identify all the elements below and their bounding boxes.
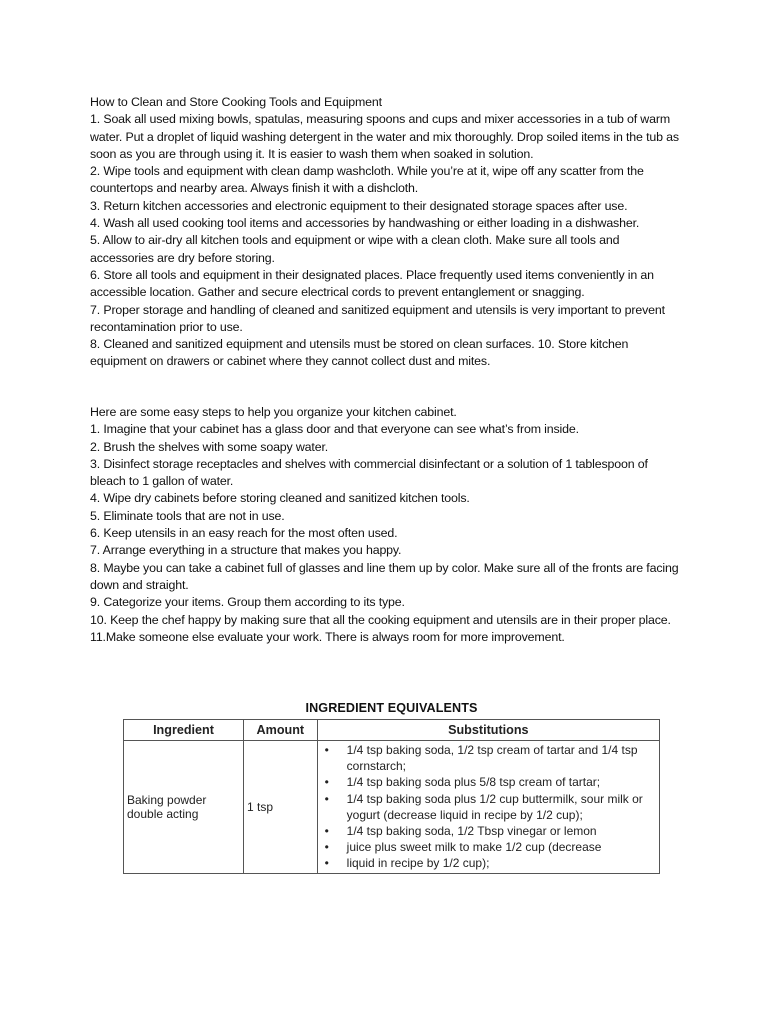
instruction-paragraph: 8. Cleaned and sanitized equipment and utensils must be stored on clean surfaces. 10. Store kitchen equipment on drawers or cabinet where they cannot collect dust and mites. (90, 337, 629, 369)
section-heading: How to Clean and Store Cooking Tools and Equipment (90, 95, 382, 109)
substitution-item: • 1/4 tsp baking soda plus 5/8 tsp cream of tartar; (324, 775, 601, 790)
instruction-paragraph: 1. Soak all used mixing bowls, spatulas, measuring spoons and cups and mixer accessories in a tub of warm water. Put a droplet of liquid washing detergent in the water and mix thoroughly. Drop soiled items in the tub as soon as you are through using it. It is easier to wash them when soaked in solution. (90, 112, 679, 161)
step-paragraph: 9. Categorize your items. Group them according to its type. (90, 595, 405, 610)
step-paragraph: 2. Brush the shelves with some soapy water. (90, 439, 329, 454)
instruction-paragraph: 3. Return kitchen accessories and electronic equipment to their designated storage spaces after use. (90, 198, 628, 213)
step-paragraph: 7. Arrange everything in a structure that makes you happy. (90, 543, 402, 558)
substitutions-list (321, 742, 656, 872)
bullet-icon: • (324, 856, 329, 871)
substitutions-cell (317, 741, 659, 874)
bullet-icon: • (324, 775, 329, 790)
header-ingredient: Ingredient (124, 720, 244, 741)
step-paragraph: 8. Maybe you can take a cabinet full of glasses and line them up by color. Make sure all of the fronts are facing down and straight. (90, 560, 679, 592)
substitution-item: • 1/4 tsp baking soda, 1/2 tsp cream of tartar and 1/4 tsp cornstarch; (324, 743, 638, 774)
step-paragraph: 3. Disinfect storage receptacles and shelves with commercial disinfectant or a solution of 1 tablespoon of bleach to 1 gallon of water. (90, 456, 648, 489)
substitution-item: • 1/4 tsp baking soda plus 1/2 cup buttermilk, sour milk or yogurt (decrease liquid in recipe by 1/2 cup); (324, 791, 643, 822)
header-amount: Amount (244, 720, 318, 741)
step-paragraph: 1. Imagine that your cabinet has a glass door and that everyone can see what’s from inside. (90, 422, 579, 437)
instruction-paragraph: 4. Wash all used cooking tool items and accessories by handwashing or either loading in a dishwasher. (90, 216, 640, 231)
substitution-item: • liquid in recipe by 1/2 cup); (324, 856, 490, 871)
header-substitutions: Substitutions (317, 720, 659, 741)
table-row (124, 741, 660, 874)
substitution-item: • juice plus sweet milk to make 1/2 cup (decrease (324, 840, 602, 855)
cleaning-instructions-section (90, 94, 680, 371)
instruction-paragraph: 6. Store all tools and equipment in their designated places. Place frequently used items conveniently in an accessible location. Gather and secure electrical cords to prevent entanglement or snagging. (90, 267, 654, 300)
step-paragraph: 10. Keep the chef happy by making sure that all the cooking equipment and utensils are in their proper place. (90, 612, 671, 627)
step-paragraph: 6. Keep utensils in an easy reach for the most often used. (90, 526, 398, 541)
step-paragraph: 5. Eliminate tools that are not in use. (90, 508, 285, 523)
instruction-paragraph: 5. Allow to air-dry all kitchen tools and equipment or wipe with a clean cloth. Make sure all tools and accessories are dry before storing. (90, 233, 620, 265)
cabinet-steps-section (90, 404, 680, 646)
table-title: INGREDIENT EQUIVALENTS (305, 701, 478, 715)
step-paragraph: 11.Make someone else evaluate your work. There is always room for more improvement. (90, 629, 565, 644)
bullet-icon: • (324, 824, 329, 839)
bullet-icon: • (324, 791, 329, 806)
section-heading: Here are some easy steps to help you organize your kitchen cabinet. (90, 405, 457, 419)
step-paragraph: 4. Wipe dry cabinets before storing cleaned and sanitized kitchen tools. (90, 491, 470, 506)
substitution-item: • 1/4 tsp baking soda, 1/2 Tbsp vinegar or lemon (324, 824, 597, 839)
ingredient-cell: Baking powder double acting (124, 741, 244, 874)
instruction-paragraph: 2. Wipe tools and equipment with clean damp washcloth. While you’re at it, wipe off any scatter from the countertops and nearby area. Always finish it with a dishcloth. (90, 164, 644, 196)
amount-cell: 1 tsp (244, 741, 318, 874)
bullet-icon: • (324, 743, 329, 757)
bullet-icon: • (324, 840, 329, 855)
ingredient-equivalents-table (123, 719, 660, 874)
instruction-paragraph: 7. Proper storage and handling of cleaned and sanitized equipment and utensils is very important to prevent recontamination prior to use. (90, 302, 665, 334)
table-header-row (124, 720, 660, 741)
